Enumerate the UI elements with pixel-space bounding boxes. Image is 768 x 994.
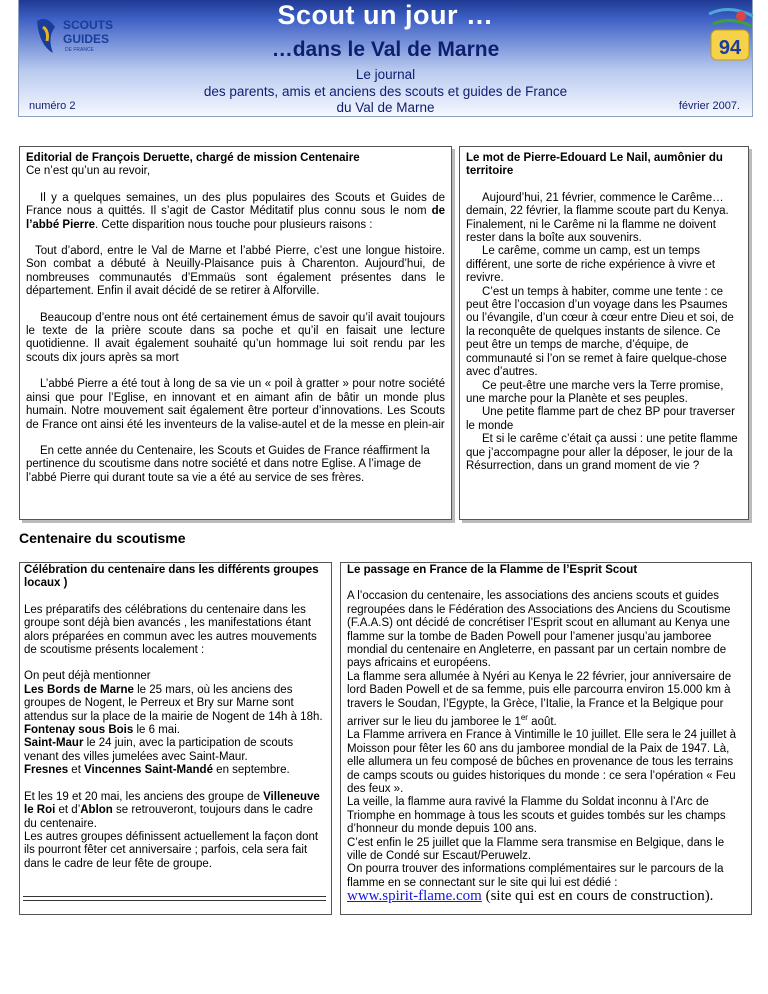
- event-text: et: [68, 764, 85, 777]
- event-place: Ablon: [80, 804, 113, 817]
- logo-text-de-france: DE FRANCE: [65, 47, 94, 53]
- tagline-line-3: du Val de Marne: [336, 100, 435, 115]
- logo-text-scouts: SCOUTS: [63, 18, 114, 32]
- editorial-p1-name: de l’abbé Pierre: [26, 205, 445, 231]
- event-place: Villeneuve le Roi: [24, 790, 320, 817]
- val-de-marne-94-logo: [701, 4, 759, 66]
- logo-text-guides: GUIDES: [63, 32, 110, 46]
- flamme-link-line: [347, 890, 745, 903]
- event-text: le 6 mai.: [133, 724, 180, 737]
- flamme-paragraph-3: La Flamme arrivera en France à Vintimille le 10 juillet. Elle sera le 24 juillet à Moisson pour fêter les 60 ans du jamboree mondial de la Paix de 1947. Là, elle allumera un feu composé de bûches en provenance de tous les terrains de camps scouts ou guides historiques du monde : ce sera l’opération « Feu des feux ».: [347, 729, 737, 795]
- journal-title: Scout un jour …: [277, 0, 494, 30]
- flamme-paragraph-6: On pourra trouver des informations complémentaires sur le parcours de la flamme en se connectant sur le site qui lui est dédié :: [347, 863, 724, 889]
- celebration-column: [19, 562, 332, 915]
- flamme-paragraph-4: La veille, la flamme aura ravivé la Flamme du Soldat inconnu à l’Arc de Triomphe en hommage à tous les scouts et guides tombés sur les champs d’honneur du monde depuis 100 ans.: [347, 796, 726, 836]
- editorial-p1-text: Il y a quelques semaines, un des plus populaires des Scouts et Guides de France nous a quittés. Il s’agit de Castor Méditatif plus connu sous le nom: [26, 191, 445, 218]
- editorial-paragraph-5: En cette année du Centenaire, les Scouts et Guides de France réaffirment la pertinence du scoutisme dans notre société et dans notre Eglise. A l’image de l’abbé Pierre qui durant toute sa vie a été au service de ses frères.: [26, 444, 430, 484]
- spirit-flame-link[interactable]: www.spirit-flame.com: [347, 888, 482, 905]
- tagline-line-1: Le journal: [355, 67, 416, 82]
- aumonier-line-3: Le carême, comme un camp, est un temps différent, une sorte de riche expérience à vivre et revivre.: [466, 245, 716, 285]
- aumonier-line-2: Finalement, ni le Carême ni la flamme ne doivent rester dans la boîte aux souvenirs.: [466, 218, 716, 245]
- p3-text: et d’: [55, 804, 81, 817]
- aumonier-title: Le mot de Pierre-Edouard Le Nail, aumônier du territoire: [466, 152, 723, 178]
- editorial-paragraph-2: Tout d’abord, entre le Val de Marne et l’abbé Pierre, c’est une longue histoire. Son combat a débuté à Neuilly-Plaisance puis à Charenton. Aujourd’hui, de nombreuses communautés d’Emmaüs sont également présentes dans le département. Enfin il avait décidé de se retirer à Alforville.: [26, 245, 445, 298]
- link-note: (site qui est en cours de construction).: [481, 888, 714, 905]
- tagline-line-2: des parents, amis et anciens des scouts et guides de France: [203, 83, 568, 99]
- masthead: [18, 0, 753, 117]
- p2-sup: er: [520, 713, 528, 723]
- aumonier-line-5: Ce peut-être une marche vers la Terre promise, une marche pour la Planète et ses peuples.: [466, 379, 724, 405]
- celebration-title: Célébration du centenaire dans les différents groupes locaux ): [24, 564, 319, 590]
- event-fresnes-vincennes: [24, 764, 327, 777]
- editorial-paragraph-1: [26, 192, 445, 232]
- event-text: le 25 mars, où les anciens des groupes de Nogent, le Perreux et Bry sur Marne sont attendus sur la place de la mairie de Nogent de 14h à 18h.: [24, 683, 323, 723]
- aumonier-line-6: Une petite flamme part de chez BP pour traverser le monde: [466, 406, 735, 432]
- journal-tagline: [159, 67, 612, 117]
- event-saint-maur: [24, 737, 327, 764]
- event-place: Fontenay sous Bois: [24, 724, 134, 737]
- event-place: Saint-Maur: [24, 737, 84, 750]
- issue-number: numéro 2: [29, 100, 76, 112]
- celebration-intro: On peut déjà mentionner: [24, 670, 151, 683]
- aumonier-line-1: Aujourd’hui, 21 février, commence le Carême… demain, 22 février, la flamme scoute part du Kenya.: [466, 191, 729, 218]
- section-title: Centenaire du scoutisme: [19, 530, 186, 546]
- journal-subtitle: …dans le Val de Marne: [271, 38, 500, 61]
- flamme-paragraph-2: [347, 671, 745, 729]
- editorial-greeting: Ce n’est qu’un au revoir,: [26, 165, 151, 178]
- celebration-paragraph-3: [24, 791, 327, 831]
- flamme-paragraph-5: C’est enfin le 25 juillet que la Flamme sera transmise en Belgique, dans le ville de Condé sur Escaut/Peruwelz.: [347, 836, 725, 862]
- flamme-title: Le passage en France de la Flamme de l’Esprit Scout: [347, 564, 638, 576]
- p3-text: Et les 19 et 20 mai, les anciens des groupe de: [24, 790, 264, 803]
- p2-text: août.: [527, 715, 557, 728]
- flamme-column: [340, 562, 752, 915]
- event-place: Vincennes Saint-Mandé: [84, 764, 213, 777]
- editorial-title: Editorial de François Deruette, chargé de mission Centenaire: [26, 152, 360, 164]
- logo-text-94: 94: [718, 37, 742, 59]
- editorial-p1-end: . Cette disparition nous touche pour plusieurs raisons :: [95, 218, 373, 231]
- flamme-paragraph-1: A l’occasion du centenaire, les associations des anciens scouts et guides regroupées dans le Fédération des Associations des Anciens du Scoutisme (F.A.A.S) ont décidé de concrétiser l’Esprit scout en allumant au Kenya une flamme sur la tombe de Baden Powell pour l’amener jusqu’au jamboree mondial du centenaire en Angleterre, en passant par un certain nombre de pays africains et européens.: [347, 590, 731, 670]
- event-place: Fresnes: [24, 764, 69, 777]
- event-text: en septembre.: [212, 764, 290, 777]
- editorial-paragraph-3: Beaucoup d’entre nous ont été certainement émus de savoir qu’il avait toujours le texte de la prière scoute dans sa poche et qu’il en faisait une lecture quotidienne. Il avait également souhaité qu’un hommage lui soit rendu par les scouts dix jours après sa mort: [26, 311, 445, 364]
- p2-text: La flamme sera allumée à Nyéri au Kenya le 22 février, jour anniversaire de lord Baden Powell et de sa femme, puis elle parcourra environ 15.000 km à travers le Soudan, l’Egypte, la Grèce, l’Italie, la France et la Belgique pour arriver sur le lieu du jamboree le 1: [347, 670, 732, 728]
- issue-date: février 2007.: [678, 100, 740, 112]
- editorial-paragraph-4: L’abbé Pierre a été tout à long de sa vie un « poil à gratter » pour notre société ainsi que pour l’Eglise, en innovant et en aimant afin de bâtir un monde plus humain. Notre mouvement sait également être porteur d’innovations. Les Scouts de France ont ainsi été les inventeurs de la valise-autel et de la messe en plein-air: [26, 378, 445, 431]
- event-text: le 24 juin, avec la participation de scouts venant des villes jumelées avec Saint-Maur.: [24, 737, 294, 763]
- celebration-paragraph-4: Les autres groupes définissent actuellement la façon dont ils pourront fêter cet anniversaire ; parfois, cela sera fait dans le cadre de leur fête de groupe.: [24, 830, 319, 870]
- event-place: Les Bords de Marne: [24, 683, 134, 696]
- double-rule-divider: [23, 896, 326, 901]
- p3-text: se retrouveront, toujours dans le cadre du centenaire.: [24, 804, 313, 830]
- event-bords-de-marne: [24, 684, 327, 724]
- aumonier-line-4: C’est un temps à habiter, comme une tente : ce peut être l’occasion d’un voyage dans les Psaumes ou l’évangile, d’un cœur à cœur entre Dieu et soi, de la reconquête de quelques instants de silence. Ce peut être un temps de marche, d’équipe, de communauté si l’on se remet à faire quelque-chose avec d’autres.: [466, 285, 734, 379]
- editorial-box: [19, 146, 452, 520]
- aumonier-box: [459, 146, 749, 520]
- event-fontenay: [24, 724, 327, 737]
- celebration-paragraph-1: Les préparatifs des célébrations du centenaire dans les groupe sont déjà bien avancés , les manifestations étant alors préparées en commun avec les autres mouvements de scoutisme présents localement :: [24, 603, 317, 657]
- aumonier-line-7: Et si le carême c’était ça aussi : une petite flamme que j’accompagne pour aller la déposer, le jour de la Résurrection, dans un grand moment de vie ?: [466, 433, 738, 472]
